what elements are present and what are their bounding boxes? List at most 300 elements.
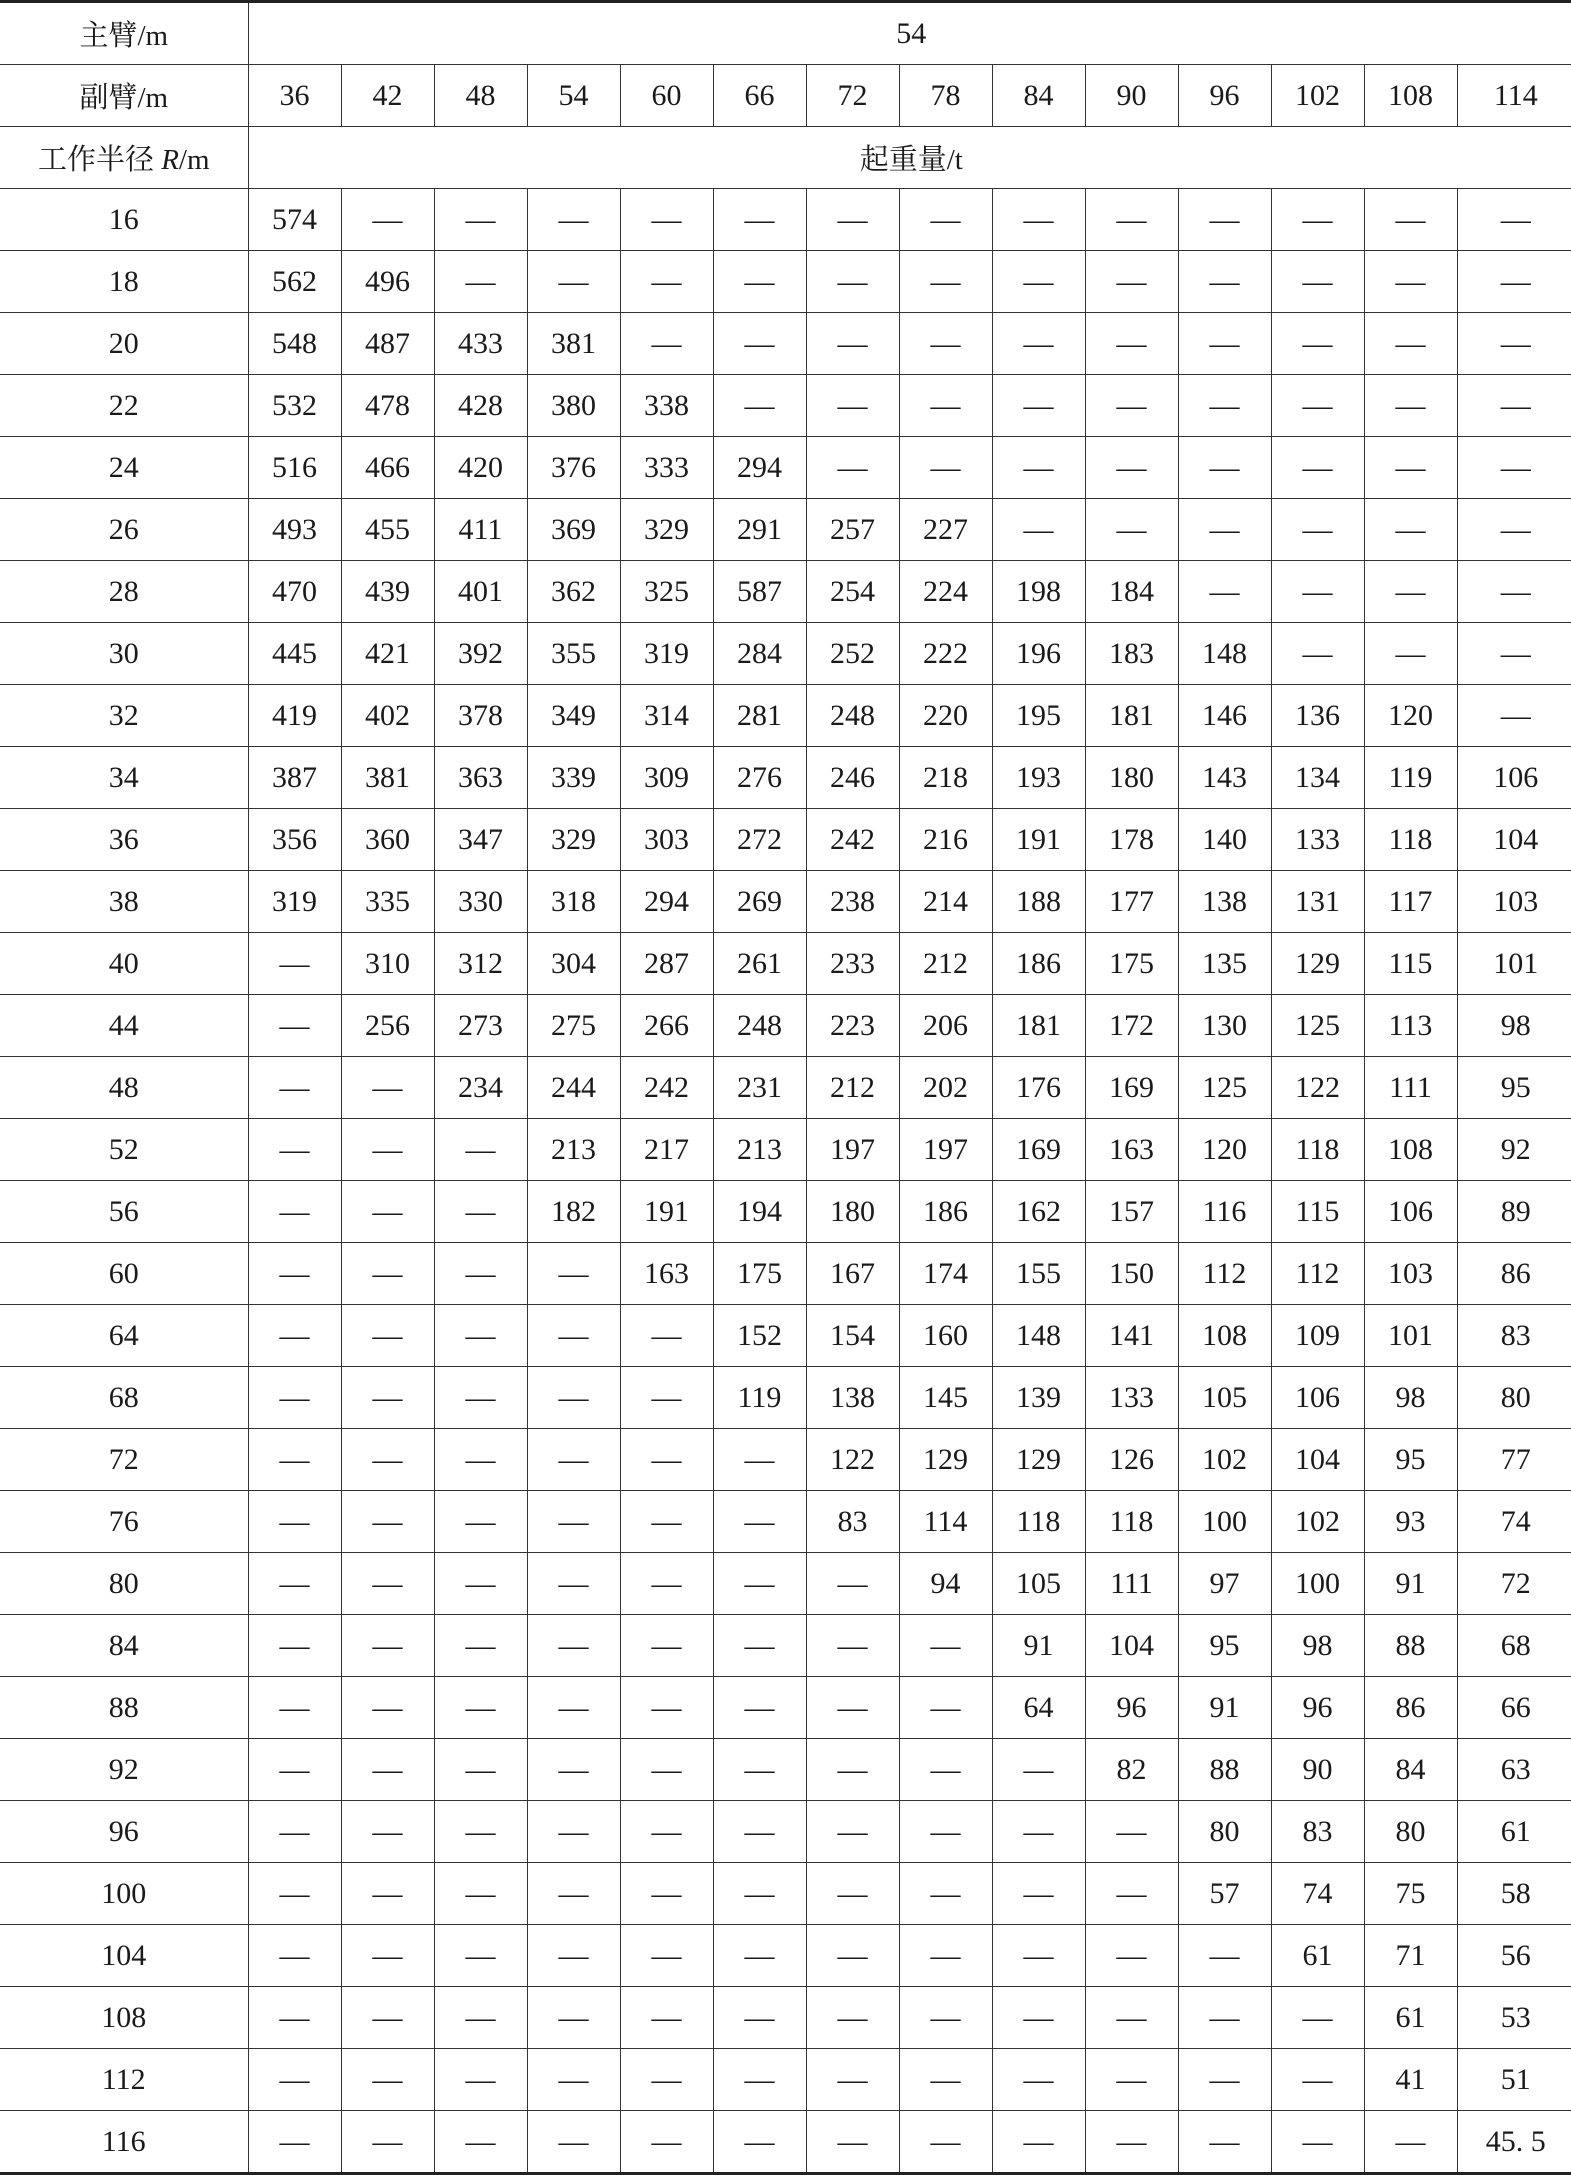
capacity-cell: 169 [1085,1057,1178,1119]
capacity-cell: 363 [434,747,527,809]
capacity-cell: 145 [899,1367,992,1429]
capacity-cell: — [341,1243,434,1305]
radius-cell: 56 [0,1181,248,1243]
table-row [0,2111,1571,2174]
capacity-cell: — [992,499,1085,561]
capacity-cell: — [1178,251,1271,313]
capacity-cell: — [1364,375,1457,437]
capacity-cell: — [434,1119,527,1181]
capacity-cell: 98 [1457,995,1571,1057]
capacity-cell: — [1457,623,1571,685]
capacity-cell: — [434,189,527,251]
capacity-cell: — [527,251,620,313]
capacity-cell: — [527,1243,620,1305]
capacity-cell: 150 [1085,1243,1178,1305]
capacity-cell: 496 [341,251,434,313]
capacity-cell: — [620,1429,713,1491]
capacity-cell: 516 [248,437,341,499]
capacity-cell: 86 [1457,1243,1571,1305]
table-row [0,1243,1571,1305]
radius-cell: 64 [0,1305,248,1367]
capacity-cell: 470 [248,561,341,623]
capacity-cell: — [341,1863,434,1925]
capacity-cell: 100 [1178,1491,1271,1553]
capacity-cell: 195 [992,685,1085,747]
jib-length-cell: 48 [434,65,527,127]
capacity-cell: — [248,1553,341,1615]
capacity-cell: — [1271,251,1364,313]
capacity-cell: 129 [992,1429,1085,1491]
capacity-cell: 83 [806,1491,899,1553]
capacity-cell: 103 [1364,1243,1457,1305]
capacity-cell: 266 [620,995,713,1057]
capacity-cell: 287 [620,933,713,995]
capacity-cell: 102 [1271,1491,1364,1553]
capacity-cell: 197 [899,1119,992,1181]
jib-length-cell: 42 [341,65,434,127]
capacity-cell: 487 [341,313,434,375]
capacity-cell: 66 [1457,1677,1571,1739]
capacity-cell: — [620,189,713,251]
table-row [0,1367,1571,1429]
radius-cell: 32 [0,685,248,747]
capacity-cell: 89 [1457,1181,1571,1243]
capacity-cell: — [1178,2111,1271,2174]
table-row [0,1429,1571,1491]
capacity-cell: 129 [1271,933,1364,995]
table-row [0,1739,1571,1801]
radius-cell: 112 [0,2049,248,2111]
capacity-cell: — [341,2049,434,2111]
capacity-cell: — [620,2111,713,2174]
capacity-cell: — [341,1801,434,1863]
capacity-cell: 314 [620,685,713,747]
jib-length-cell: 78 [899,65,992,127]
capacity-cell: 163 [1085,1119,1178,1181]
capacity-cell: — [434,1243,527,1305]
capacity-cell: 548 [248,313,341,375]
capacity-cell: — [1457,561,1571,623]
table-row [0,437,1571,499]
capacity-cell: 381 [527,313,620,375]
capacity-cell: — [341,1181,434,1243]
capacity-header-row [0,127,1571,189]
capacity-cell: — [899,1677,992,1739]
capacity-cell: 231 [713,1057,806,1119]
capacity-cell: 433 [434,313,527,375]
capacity-cell: — [248,1305,341,1367]
jib-length-cell: 102 [1271,65,1364,127]
capacity-cell: — [341,1491,434,1553]
capacity-cell: 115 [1271,1181,1364,1243]
capacity-cell: 191 [992,809,1085,871]
capacity-cell: — [899,313,992,375]
capacity-cell: 139 [992,1367,1085,1429]
capacity-cell: — [1457,499,1571,561]
radius-label-cell [0,127,248,189]
capacity-cell: — [1178,2049,1271,2111]
radius-cell: 80 [0,1553,248,1615]
radius-cell: 96 [0,1801,248,1863]
capacity-cell: — [1271,561,1364,623]
capacity-cell: 562 [248,251,341,313]
capacity-cell: — [1364,437,1457,499]
capacity-cell: 329 [527,809,620,871]
capacity-cell: 112 [1271,1243,1364,1305]
capacity-cell: — [248,1243,341,1305]
capacity-cell: 191 [620,1181,713,1243]
capacity-cell: 53 [1457,1987,1571,2049]
capacity-cell: 206 [899,995,992,1057]
capacity-cell: 180 [806,1181,899,1243]
capacity-cell: — [1457,251,1571,313]
capacity-cell: 325 [620,561,713,623]
capacity-cell: — [899,1863,992,1925]
capacity-cell: 94 [899,1553,992,1615]
capacity-cell: 445 [248,623,341,685]
capacity-cell: 186 [899,1181,992,1243]
capacity-cell: — [1457,375,1571,437]
capacity-cell: — [527,2049,620,2111]
jib-length-cell: 114 [1457,65,1571,127]
radius-cell: 76 [0,1491,248,1553]
capacity-cell: 493 [248,499,341,561]
capacity-cell: — [248,1615,341,1677]
capacity-cell: 136 [1271,685,1364,747]
capacity-cell: — [341,189,434,251]
capacity-cell: 194 [713,1181,806,1243]
capacity-cell: — [527,1553,620,1615]
capacity-cell: 402 [341,685,434,747]
capacity-cell: 100 [1271,1553,1364,1615]
capacity-cell: — [992,2111,1085,2174]
capacity-cell: 95 [1457,1057,1571,1119]
capacity-cell: — [248,1925,341,1987]
capacity-cell: 109 [1271,1305,1364,1367]
capacity-cell: 125 [1271,995,1364,1057]
capacity-cell: — [527,189,620,251]
capacity-cell: — [434,1305,527,1367]
capacity-cell: 356 [248,809,341,871]
capacity-cell: — [620,1739,713,1801]
capacity-cell: — [620,313,713,375]
capacity-cell: — [527,2111,620,2174]
capacity-cell: 111 [1085,1553,1178,1615]
capacity-cell: 329 [620,499,713,561]
capacity-cell: 532 [248,375,341,437]
capacity-cell: — [341,1553,434,1615]
capacity-cell: — [434,1181,527,1243]
capacity-cell: — [248,1677,341,1739]
capacity-cell: — [713,2111,806,2174]
capacity-cell: 104 [1271,1429,1364,1491]
capacity-cell: 318 [527,871,620,933]
capacity-cell: 80 [1364,1801,1457,1863]
capacity-cell: 256 [341,995,434,1057]
capacity-cell: — [992,189,1085,251]
capacity-cell: 184 [1085,561,1178,623]
capacity-cell: 176 [992,1057,1085,1119]
capacity-cell: — [248,1119,341,1181]
capacity-cell: — [806,437,899,499]
capacity-cell: — [806,189,899,251]
capacity-cell: 91 [1364,1553,1457,1615]
capacity-cell: — [341,2111,434,2174]
capacity-cell: 133 [1085,1367,1178,1429]
capacity-cell: 362 [527,561,620,623]
capacity-cell: 198 [992,561,1085,623]
capacity-cell: — [434,2049,527,2111]
capacity-cell: — [620,1925,713,1987]
radius-cell: 72 [0,1429,248,1491]
capacity-cell: 217 [620,1119,713,1181]
capacity-cell: 284 [713,623,806,685]
capacity-cell: 347 [434,809,527,871]
capacity-cell: 193 [992,747,1085,809]
capacity-cell: — [434,1491,527,1553]
capacity-cell: — [992,251,1085,313]
radius-cell: 104 [0,1925,248,1987]
capacity-cell: — [1457,685,1571,747]
capacity-cell: 335 [341,871,434,933]
table-row [0,1553,1571,1615]
capacity-cell: 304 [527,933,620,995]
table-row [0,1305,1571,1367]
capacity-cell: 216 [899,809,992,871]
capacity-cell: — [1271,2049,1364,2111]
capacity-cell: — [899,375,992,437]
capacity-cell: 96 [1271,1677,1364,1739]
capacity-cell: 376 [527,437,620,499]
capacity-cell: — [527,1739,620,1801]
capacity-cell: 162 [992,1181,1085,1243]
capacity-cell: 119 [1364,747,1457,809]
radius-cell: 88 [0,1677,248,1739]
capacity-cell: — [248,1491,341,1553]
capacity-cell: — [1178,1925,1271,1987]
capacity-cell: 261 [713,933,806,995]
capacity-cell: — [1085,1801,1178,1863]
capacity-cell: — [434,2111,527,2174]
radius-cell: 44 [0,995,248,1057]
capacity-cell: 223 [806,995,899,1057]
capacity-cell: 175 [713,1243,806,1305]
capacity-cell: — [713,1615,806,1677]
capacity-cell: — [248,933,341,995]
radius-cell: 52 [0,1119,248,1181]
capacity-cell: — [527,1801,620,1863]
capacity-cell: — [1085,189,1178,251]
capacity-cell: 380 [527,375,620,437]
capacity-cell: 439 [341,561,434,623]
capacity-cell: — [713,1491,806,1553]
capacity-cell: 281 [713,685,806,747]
capacity-cell: 381 [341,747,434,809]
capacity-cell: 41 [1364,2049,1457,2111]
capacity-cell: — [341,1119,434,1181]
capacity-cell: — [806,1553,899,1615]
capacity-cell: — [899,437,992,499]
capacity-cell: — [1085,2111,1178,2174]
capacity-cell: 330 [434,871,527,933]
capacity-cell: 108 [1178,1305,1271,1367]
capacity-cell: 93 [1364,1491,1457,1553]
capacity-cell: 339 [527,747,620,809]
capacity-cell: — [527,1367,620,1429]
capacity-cell: — [1085,1863,1178,1925]
capacity-cell: 163 [620,1243,713,1305]
capacity-cell: 68 [1457,1615,1571,1677]
table-row [0,251,1571,313]
capacity-cell: 61 [1271,1925,1364,1987]
capacity-cell: — [248,1863,341,1925]
radius-cell: 116 [0,2111,248,2174]
capacity-cell: 294 [620,871,713,933]
capacity-cell: 88 [1178,1739,1271,1801]
capacity-cell: 72 [1457,1553,1571,1615]
capacity-cell: 91 [992,1615,1085,1677]
capacity-cell: — [713,1739,806,1801]
radius-cell: 16 [0,189,248,251]
capacity-cell: — [992,313,1085,375]
capacity-cell: — [1457,437,1571,499]
capacity-cell: — [713,375,806,437]
capacity-cell: 392 [434,623,527,685]
capacity-cell: — [248,2111,341,2174]
capacity-cell: 108 [1364,1119,1457,1181]
capacity-cell: — [1271,437,1364,499]
capacity-cell: — [341,1429,434,1491]
capacity-cell: 182 [527,1181,620,1243]
table-row [0,2049,1571,2111]
capacity-cell: 252 [806,623,899,685]
capacity-cell: 104 [1457,809,1571,871]
capacity-cell: — [248,995,341,1057]
capacity-cell: — [1457,313,1571,375]
capacity-cell: 183 [1085,623,1178,685]
capacity-cell: — [434,1801,527,1863]
capacity-cell: 118 [1271,1119,1364,1181]
capacity-cell: — [434,1367,527,1429]
capacity-cell: 157 [1085,1181,1178,1243]
capacity-cell: 92 [1457,1119,1571,1181]
capacity-cell: — [527,1615,620,1677]
jib-length-cell: 84 [992,65,1085,127]
capacity-cell: 174 [899,1243,992,1305]
capacity-cell: — [620,2049,713,2111]
main-boom-row [0,2,1571,65]
main-boom-value: 54 [248,2,1571,65]
table-row [0,1925,1571,1987]
table-row [0,933,1571,995]
capacity-cell: — [620,1987,713,2049]
capacity-cell: 333 [620,437,713,499]
capacity-cell: — [434,1739,527,1801]
table-row [0,809,1571,871]
capacity-cell: 294 [713,437,806,499]
capacity-cell: 148 [992,1305,1085,1367]
capacity-cell: — [1085,2049,1178,2111]
radius-cell: 92 [0,1739,248,1801]
radius-cell: 40 [0,933,248,995]
capacity-cell: 272 [713,809,806,871]
capacity-cell: — [341,1305,434,1367]
capacity-cell: — [341,1925,434,1987]
capacity-cell: 428 [434,375,527,437]
capacity-cell: — [1271,313,1364,375]
capacity-cell: — [248,1367,341,1429]
capacity-cell: — [1457,189,1571,251]
capacity-cell: — [806,375,899,437]
capacity-cell: 455 [341,499,434,561]
capacity-cell: 152 [713,1305,806,1367]
capacity-cell: 155 [992,1243,1085,1305]
capacity-cell: 74 [1271,1863,1364,1925]
capacity-cell: 222 [899,623,992,685]
capacity-cell: 80 [1178,1801,1271,1863]
capacity-cell: — [434,1677,527,1739]
capacity-cell: 369 [527,499,620,561]
capacity-cell: 63 [1457,1739,1571,1801]
capacity-cell: 213 [527,1119,620,1181]
capacity-cell: 574 [248,189,341,251]
table-row [0,561,1571,623]
table-row [0,995,1571,1057]
capacity-cell: — [434,251,527,313]
capacity-cell: 80 [1457,1367,1571,1429]
capacity-cell: 105 [1178,1367,1271,1429]
capacity-label: 起重量/t [248,127,1571,189]
jib-label: 副臂/m [0,65,248,127]
capacity-cell: 387 [248,747,341,809]
capacity-cell: — [806,251,899,313]
capacity-cell: — [1178,375,1271,437]
capacity-cell: 131 [1271,871,1364,933]
capacity-cell: 309 [620,747,713,809]
capacity-cell: 218 [899,747,992,809]
capacity-cell: 257 [806,499,899,561]
capacity-cell: — [527,1305,620,1367]
capacity-cell: 119 [713,1367,806,1429]
capacity-cell: 349 [527,685,620,747]
capacity-cell: 355 [527,623,620,685]
table-row [0,313,1571,375]
capacity-cell: 269 [713,871,806,933]
capacity-cell: 125 [1178,1057,1271,1119]
capacity-cell: 254 [806,561,899,623]
capacity-cell: — [1178,189,1271,251]
capacity-cell: 120 [1364,685,1457,747]
capacity-cell: — [806,1739,899,1801]
capacity-cell: — [806,2111,899,2174]
capacity-cell: — [434,1615,527,1677]
radius-cell: 34 [0,747,248,809]
capacity-cell: — [620,1553,713,1615]
table-row [0,1057,1571,1119]
capacity-cell: — [992,2049,1085,2111]
capacity-cell: — [248,1801,341,1863]
capacity-cell: 172 [1085,995,1178,1057]
capacity-cell: — [899,251,992,313]
capacity-cell: — [713,1553,806,1615]
capacity-cell: 178 [1085,809,1178,871]
capacity-cell: — [899,1925,992,1987]
capacity-cell: 88 [1364,1615,1457,1677]
table-row [0,499,1571,561]
capacity-cell: 104 [1085,1615,1178,1677]
capacity-cell: 141 [1085,1305,1178,1367]
jib-length-cell: 60 [620,65,713,127]
